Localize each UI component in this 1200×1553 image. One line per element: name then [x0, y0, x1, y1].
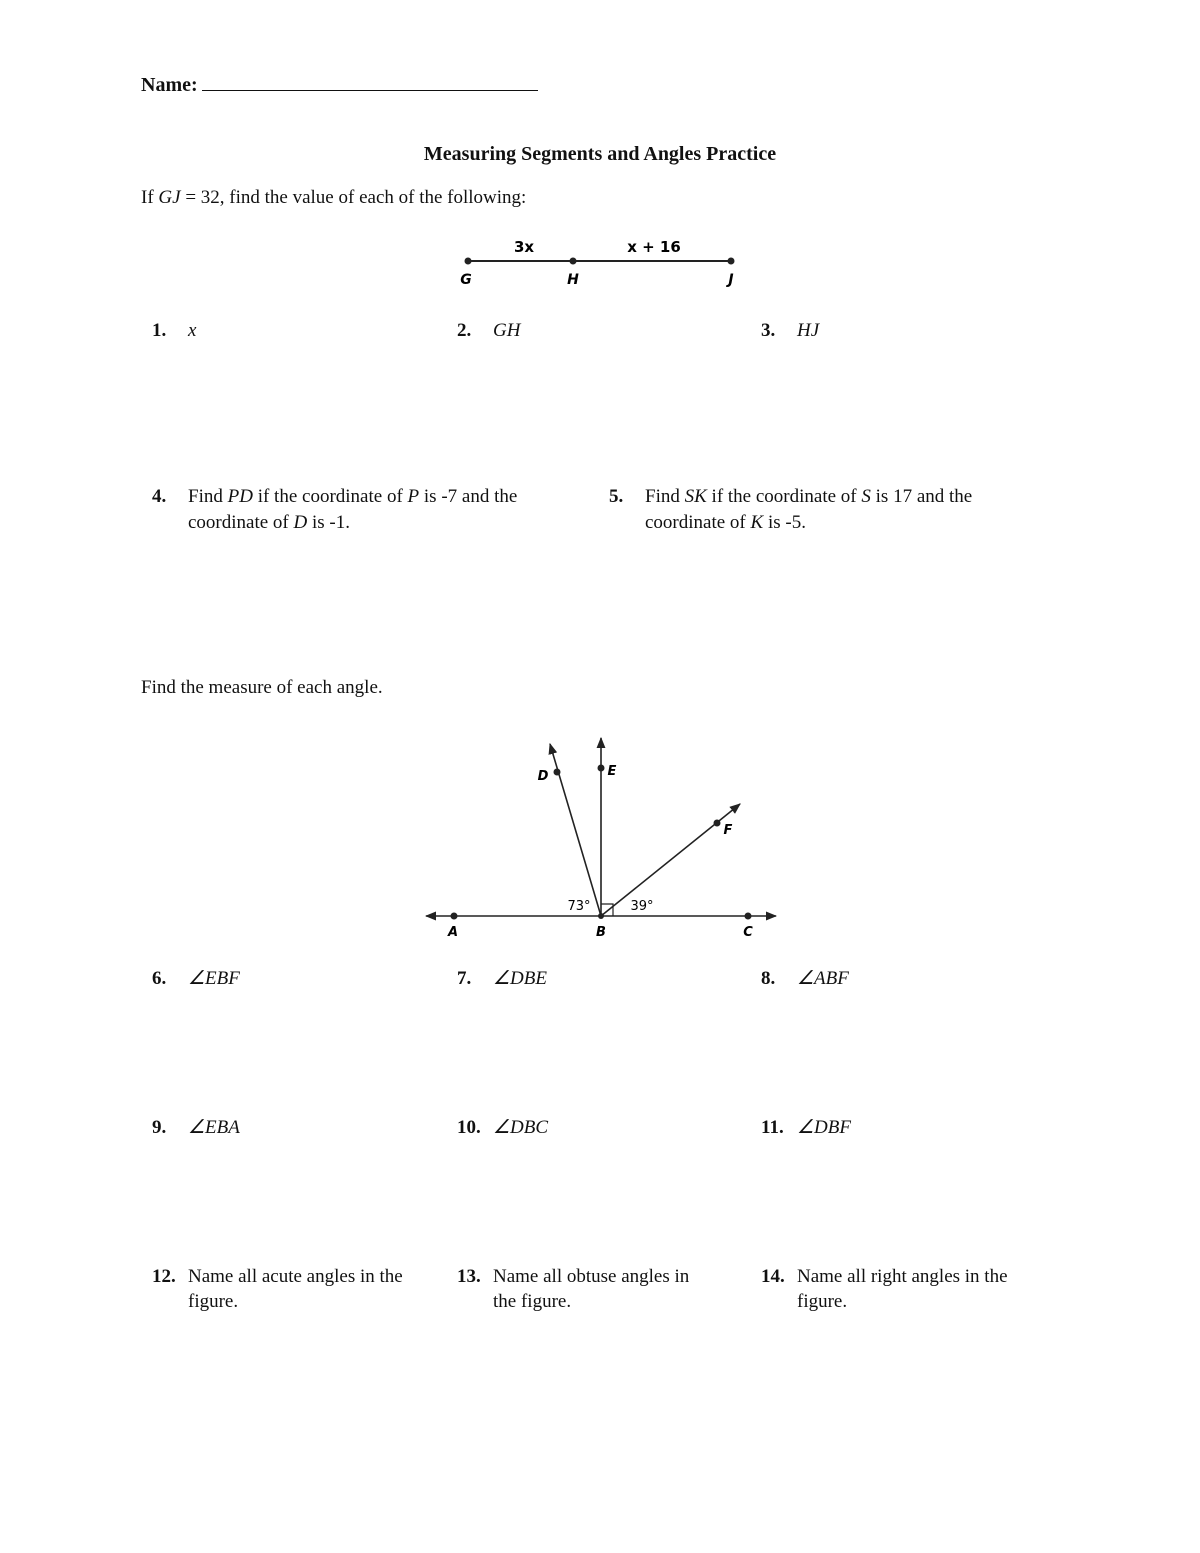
label-point-g: G [460, 272, 472, 288]
label-point-h: H [567, 272, 579, 288]
question-11 [761, 1115, 851, 1140]
label-x-plus-16: x + 16 [627, 238, 681, 256]
question-text: ∠EBF [188, 968, 240, 989]
question-6 [152, 966, 240, 991]
point-e-dot [598, 765, 605, 772]
q5-text: if the coordinate of [706, 486, 862, 507]
question-12-line-2: figure. [188, 1291, 239, 1312]
point-f-dot [714, 820, 721, 827]
question-number: 12. [152, 1266, 176, 1287]
question-text: ∠DBE [493, 968, 547, 989]
label-point-d: D [537, 769, 549, 784]
q4-text: if the coordinate of [252, 486, 408, 507]
question-text: Name all acute angles in the [188, 1266, 403, 1287]
question-3 [761, 318, 819, 343]
q5-var-sk: SK [684, 486, 707, 507]
question-2 [457, 318, 520, 343]
angle-intro: Find the measure of each angle. [141, 677, 383, 698]
question-number: 14. [761, 1266, 785, 1287]
q5-text: Find [645, 486, 685, 507]
question-4-line-2 [188, 510, 350, 535]
q5-text: is 17 and the [870, 486, 973, 507]
name-blank-line[interactable] [202, 72, 538, 91]
question-10 [457, 1115, 548, 1140]
intro-eq: = 32 [180, 187, 220, 208]
q5-text: coordinate of [645, 512, 751, 533]
question-number: 5. [609, 486, 624, 507]
point-h-dot [570, 258, 577, 265]
point-d-dot [554, 769, 561, 776]
question-8 [761, 966, 849, 991]
question-7 [457, 966, 547, 991]
question-number: 9. [152, 1117, 167, 1138]
label-point-e: E [607, 764, 617, 779]
point-g-dot [465, 258, 472, 265]
q5-var-k: K [750, 512, 764, 533]
q4-var-d: D [293, 512, 308, 533]
label-point-f: F [723, 823, 733, 838]
question-13-line-2: the figure. [493, 1291, 572, 1312]
q5-text: is -5. [763, 512, 806, 533]
q4-text: Find [188, 486, 228, 507]
question-number: 4. [152, 486, 167, 507]
question-12 [152, 1264, 403, 1289]
page-title: Measuring Segments and Angles Practice [423, 143, 777, 165]
angle-diagram [420, 730, 790, 942]
question-number: 10. [457, 1117, 481, 1138]
question-text: ∠EBA [188, 1117, 240, 1138]
q4-text: is -1. [307, 512, 350, 533]
question-14 [761, 1264, 1008, 1289]
question-14-line-2: figure. [797, 1291, 848, 1312]
question-number: 7. [457, 968, 472, 989]
point-a-dot [451, 913, 458, 920]
question-number: 1. [152, 320, 167, 341]
label-3x: 3x [513, 238, 535, 256]
question-number: 8. [761, 968, 776, 989]
label-point-j: J [728, 272, 734, 288]
question-number: 2. [457, 320, 472, 341]
label-angle-39: 39° [630, 899, 654, 914]
question-text: Name all right angles in the [797, 1266, 1008, 1287]
label-angle-73: 73° [567, 899, 591, 914]
question-number: 3. [761, 320, 776, 341]
question-number: 6. [152, 968, 167, 989]
question-1 [152, 318, 196, 343]
point-c-dot [745, 913, 752, 920]
question-13 [457, 1264, 689, 1289]
intro-suffix: , find the value of each of the following: [219, 187, 527, 208]
q4-text: is -7 and the [419, 486, 518, 507]
q4-text: coordinate of [188, 512, 294, 533]
question-9 [152, 1115, 240, 1140]
intro-var: GJ [158, 187, 181, 208]
intro-prefix: If [141, 187, 159, 208]
question-text: x [188, 320, 197, 341]
segment-intro [141, 185, 526, 210]
segment-diagram [440, 228, 760, 292]
question-text: HJ [797, 320, 820, 341]
question-4 [152, 484, 517, 509]
label-point-b: B [596, 925, 606, 940]
label-point-c: C [743, 925, 753, 940]
question-text: Name all obtuse angles in [493, 1266, 690, 1287]
q4-var-pd: PD [227, 486, 253, 507]
label-point-a: A [447, 925, 459, 940]
question-5 [609, 484, 972, 509]
question-5-line-2 [645, 510, 806, 535]
name-field[interactable] [141, 72, 538, 98]
question-text: ∠ABF [797, 968, 849, 989]
question-text: GH [493, 320, 521, 341]
q4-var-p: P [407, 486, 420, 507]
name-label: Name: [141, 74, 198, 96]
question-text: ∠DBC [493, 1117, 549, 1138]
question-number: 11. [761, 1117, 784, 1138]
q5-var-s: S [861, 486, 871, 507]
point-b-dot [598, 913, 604, 919]
point-j-dot [728, 258, 735, 265]
question-number: 13. [457, 1266, 481, 1287]
question-text: ∠DBF [797, 1117, 851, 1138]
